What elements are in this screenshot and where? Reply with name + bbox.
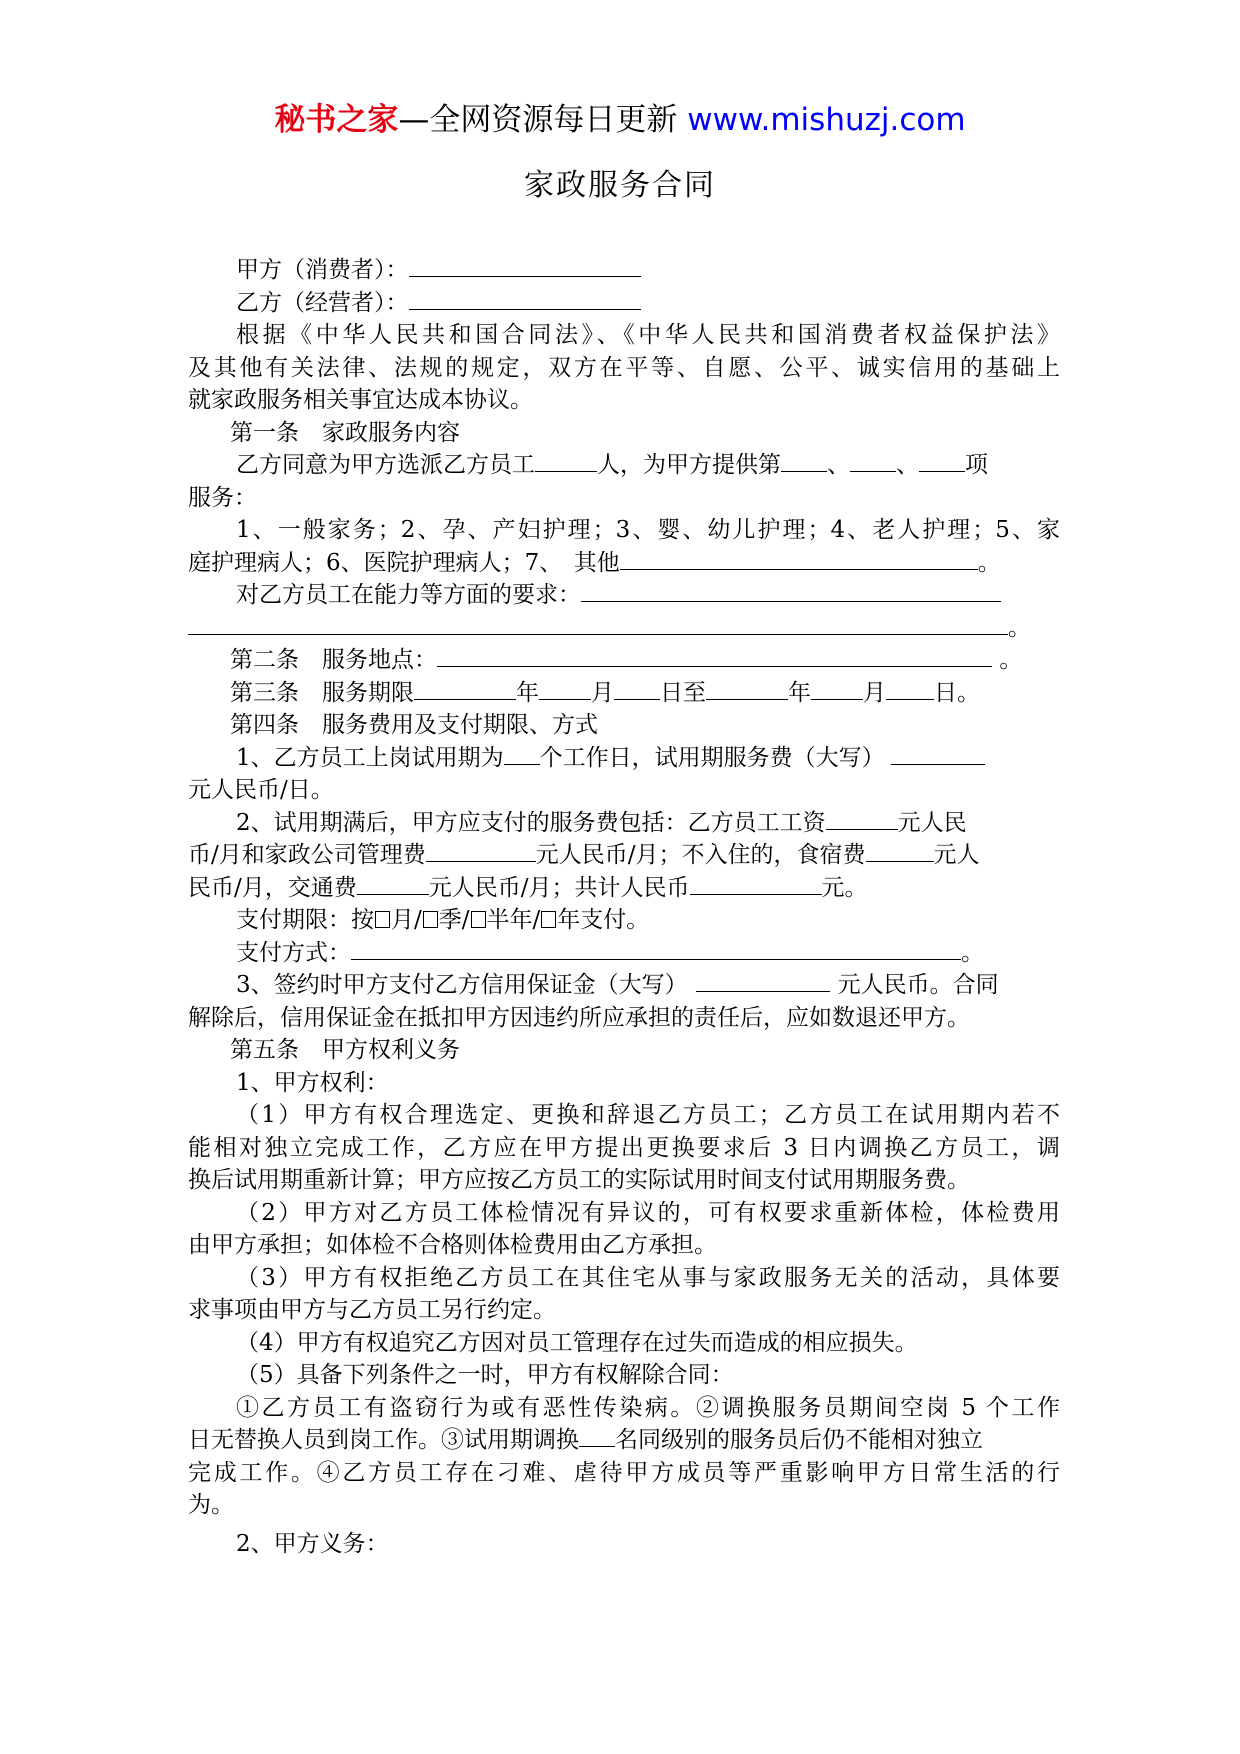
blank [696, 969, 830, 992]
text: 支付方式： [236, 939, 351, 966]
condition-line: 为。 [188, 1492, 234, 1518]
blank [866, 839, 934, 862]
text: 季/ [438, 907, 470, 933]
blank [690, 872, 822, 895]
text: 民币/月，交通费 [188, 874, 357, 901]
party-a-line [188, 254, 1060, 287]
condition-line: ①乙方员工有盗窃行为或有恶性传染病。②调换服务员期间空岗 5 个工作 [236, 1394, 1060, 1421]
text: 年 [516, 679, 539, 706]
text: 。 [977, 549, 1001, 576]
banner-url[interactable]: www.mishuzj.com [687, 102, 966, 138]
article-3-line [188, 677, 1060, 710]
text: 1、乙方员工上岗试用期为 [236, 744, 504, 771]
party-a-label: 甲方（消费者）： [236, 257, 409, 283]
checkbox[interactable] [471, 911, 486, 928]
article-1-line [188, 449, 1060, 482]
text: 日无替换人员到岗工作。③试用期调换 [188, 1427, 579, 1453]
article-4-line [188, 969, 1060, 1002]
text: 。 [1008, 614, 1031, 641]
text: 。 [961, 939, 984, 966]
blank [579, 1424, 615, 1447]
right-item: （3）甲方有权拒绝乙方员工在其住宅从事与家政服务无关的活动，具体要 [236, 1264, 1060, 1291]
text: 对乙方员工在能力等方面的要求： [236, 582, 581, 608]
text: 元人民币。合同 [837, 972, 999, 998]
text: 年 [788, 679, 811, 706]
blank [188, 612, 1008, 635]
text: 月 [863, 679, 886, 706]
blank [504, 742, 540, 765]
text: 元人民币/月；不入住的，食宿费 [535, 842, 866, 868]
party-b-line [188, 287, 1060, 320]
blank [614, 677, 660, 700]
article-4-heading: 第四条 服务费用及支付期限、方式 [230, 712, 598, 738]
blank [891, 742, 985, 765]
article-4-line [188, 872, 1060, 905]
text: 。 [999, 647, 1023, 673]
checkbox[interactable] [423, 911, 438, 928]
right-item: （5）具备下列条件之一时，甲方有权解除合同： [236, 1362, 734, 1388]
text: 月 [591, 679, 614, 706]
payment-method-line [188, 937, 1060, 970]
text: 庭护理病人；6、医院护理病人；7、 其他 [188, 549, 620, 576]
text: 元人民 [897, 809, 967, 836]
blank [539, 677, 591, 700]
blank [414, 677, 516, 700]
payment-term-line [188, 904, 1060, 937]
right-item: （1）甲方有权合理选定、更换和辞退乙方员工；乙方员工在试用期内若不 [236, 1102, 1060, 1128]
blank [437, 644, 992, 667]
text: 年支付。 [557, 907, 650, 933]
text: 2、试用期满后，甲方应支付的服务费包括：乙方员工工资 [236, 809, 826, 836]
right-item: 求事项由甲方与乙方员工另行约定。 [188, 1297, 556, 1323]
blank [781, 449, 827, 472]
condition-line: 完成工作。④乙方员工存在刁难、虐待甲方成员等严重影响甲方日常生活的行 [188, 1459, 1060, 1486]
text: 个工作日，试用期服务费（大写） [539, 744, 885, 771]
article-2-line [188, 644, 1060, 677]
right-item: 由甲方承担；如体检不合格则体检费用由乙方承担。 [188, 1232, 717, 1258]
text: 月/ [391, 907, 422, 933]
article-1-line [188, 579, 1060, 612]
text: 元人民币/月；共计人民币 [428, 874, 690, 901]
checkbox[interactable] [541, 911, 556, 928]
duties-heading: 2、甲方义务： [236, 1530, 389, 1557]
text: 第三条 服务期限 [230, 679, 414, 706]
text: 、 [827, 452, 850, 478]
text: 、 [896, 452, 919, 478]
blank [886, 677, 934, 700]
text: 元人 [933, 842, 980, 868]
blank [535, 449, 597, 472]
preamble-line: 及其他有关法律、法规的规定，双方在平等、自愿、公平、诚实信用的基础上 [188, 354, 1060, 381]
condition-line [188, 1424, 1060, 1457]
article-4-line: 解除后，信用保证金在抵扣甲方因违约所应承担的责任后，应如数退还甲方。 [188, 1004, 970, 1031]
blank [581, 579, 1001, 602]
article-5-heading: 第五条 甲方权利义务 [230, 1037, 460, 1063]
text: 支付期限：按 [236, 907, 374, 933]
article-1-line [188, 612, 1060, 645]
blank [811, 677, 863, 700]
banner-tagline: —全网资源每日更新 [398, 102, 678, 138]
text: 第二条 服务地点： [230, 647, 437, 673]
blank [351, 937, 961, 960]
text: 人，为甲方提供第 [597, 452, 781, 478]
text: 3、签约时甲方支付乙方信用保证金（大写） [236, 972, 688, 998]
blank [706, 677, 788, 700]
text: 乙方同意为甲方选派乙方员工 [236, 452, 535, 478]
blank [357, 872, 429, 895]
text: 币/月和家政公司管理费 [188, 842, 426, 868]
article-1-line: 服务： [188, 484, 257, 511]
blank [409, 254, 641, 277]
blank [620, 547, 978, 570]
text: 日至 [660, 679, 706, 706]
text: 半年/ [486, 907, 541, 933]
text: 元。 [821, 874, 868, 901]
banner-brand: 秘书之家 [274, 102, 399, 138]
blank [826, 807, 898, 830]
text: 名同级别的服务员后仍不能相对独立 [615, 1427, 983, 1453]
blank [426, 839, 536, 862]
article-4-line: 元人民币/日。 [188, 777, 334, 803]
checkbox[interactable] [375, 911, 390, 928]
contract-title: 家政服务合同 [524, 168, 716, 203]
party-b-label: 乙方（经营者）： [236, 289, 409, 316]
article-4-line [188, 742, 1060, 775]
blank [850, 449, 896, 472]
text: 项 [965, 452, 988, 478]
article-1-heading: 第一条 家政服务内容 [230, 419, 460, 446]
rights-heading: 1、甲方权利： [236, 1069, 389, 1096]
article-4-line [188, 807, 1060, 840]
right-item: （4）甲方有权追究乙方因对员工管理存在过失而造成的相应损失。 [236, 1329, 918, 1356]
preamble-line: 就家政服务相关事宜达成本协议。 [188, 387, 533, 413]
site-banner [0, 100, 1240, 140]
preamble-line: 根据《中华人民共和国合同法》、《中华人民共和国消费者权益保护法》 [236, 322, 1060, 348]
article-4-line [188, 839, 1060, 872]
contract-body [188, 254, 1060, 1560]
text: 日。 [934, 679, 980, 706]
right-item: （2）甲方对乙方员工体检情况有异议的，可有权要求重新体检，体检费用 [236, 1199, 1060, 1226]
right-item: 换后试用期重新计算；甲方应按乙方员工的实际试用时间支付试用期服务费。 [188, 1167, 970, 1193]
right-item: 能相对独立完成工作，乙方应在甲方提出更换要求后 3 日内调换乙方员工，调 [188, 1134, 1060, 1161]
article-1-line [188, 547, 1060, 580]
blank [919, 449, 965, 472]
blank [409, 287, 641, 310]
article-1-line: 1、一般家务；2、孕、产妇护理；3、婴、幼儿护理；4、老人护理；5、家 [236, 517, 1060, 543]
